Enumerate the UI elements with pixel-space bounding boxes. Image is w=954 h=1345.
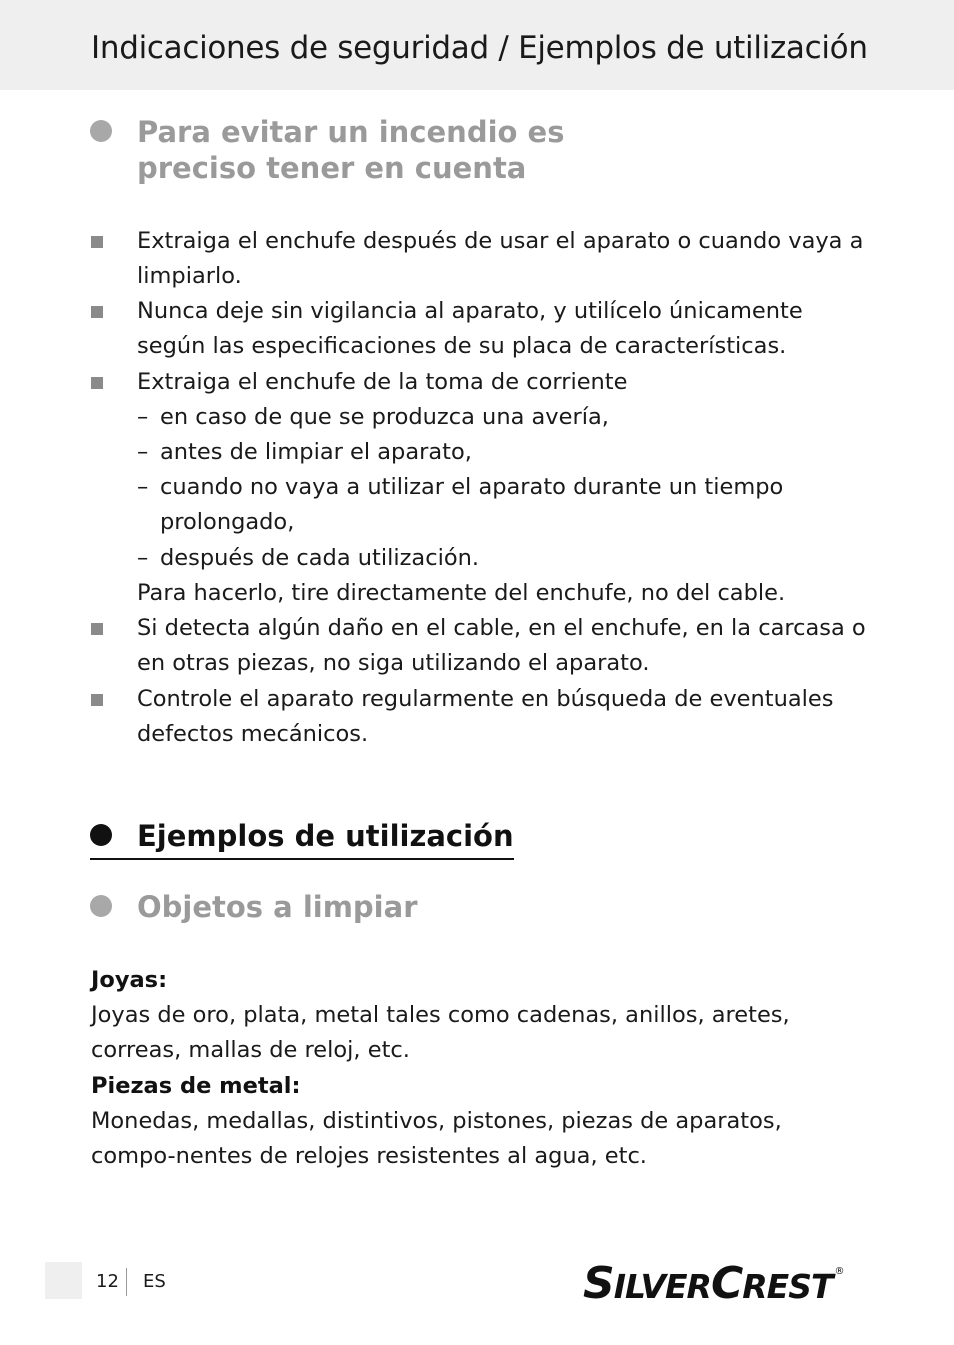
bullet-item: Controle el aparato regularmente en búsqueda de eventuales defectos mecánicos.	[137, 682, 877, 752]
examples-heading	[90, 818, 514, 860]
dash-mark: –	[137, 474, 149, 500]
dash-item-text: antes de limpiar el aparato,	[160, 439, 472, 465]
dash-item-text: después de cada utilización.	[160, 545, 479, 571]
bullet-item: Nunca deje sin vigilancia al aparato, y utilícelo únicamente según las especificaciones de su placa de características.	[137, 294, 877, 364]
fire-safety-heading	[90, 114, 564, 186]
dash-item-text: cuando no vaya a utilizar el aparato durante un tiempo prolongado,	[160, 474, 784, 535]
dash-item	[137, 541, 877, 576]
dash-mark: –	[137, 439, 149, 465]
dash-item	[137, 435, 877, 470]
dash-mark: –	[137, 545, 149, 571]
grey-circle-bullet-icon	[90, 120, 112, 142]
metal-parts-label: Piezas de metal:	[91, 1073, 301, 1099]
bullet-item: Extraiga el enchufe después de usar el aparato o cuando vaya a limpiarlo.	[137, 224, 877, 294]
metal-parts-text: Monedas, medallas, distintivos, pistones, piezas de aparatos, compo-nentes de relojes resistentes al agua, etc.	[91, 1108, 782, 1169]
grey-circle-bullet-icon	[90, 895, 112, 917]
objects-heading-text: Objetos a limpiar	[137, 890, 418, 924]
examples-heading-text: Ejemplos de utilización	[90, 818, 514, 860]
jewelry-label: Joyas:	[91, 967, 168, 993]
bullet-item: Extraiga el enchufe de la toma de corriente	[137, 365, 877, 400]
language-code: ES	[143, 1271, 166, 1292]
objects-heading	[90, 889, 418, 925]
page-title: Indicaciones de seguridad / Ejemplos de utilización	[91, 30, 868, 66]
dash-mark: –	[137, 404, 149, 430]
dash-item	[137, 470, 877, 540]
dash-item-text: en caso de que se produzca una avería,	[160, 404, 609, 430]
footer-divider	[126, 1268, 127, 1296]
fire-safety-heading-line1: Para evitar un incendio es	[137, 115, 565, 149]
footer-page-box	[45, 1262, 82, 1299]
dash-note: Para hacerlo, tire directamente del enchufe, no del cable.	[137, 580, 786, 606]
fire-safety-heading-line2: preciso tener en cuenta	[137, 151, 527, 185]
dash-item	[137, 400, 877, 435]
jewelry-text: Joyas de oro, plata, metal tales como cadenas, anillos, aretes, correas, mallas de reloj, etc.	[91, 1002, 790, 1063]
silvercrest-logo: SILVERCREST ®	[583, 1258, 844, 1309]
bullet-item: Si detecta algún daño en el cable, en el enchufe, en la carcasa o en otras piezas, no siga utilizando el aparato.	[137, 611, 877, 681]
page-number: 12	[96, 1271, 119, 1292]
black-circle-bullet-icon	[90, 824, 112, 846]
